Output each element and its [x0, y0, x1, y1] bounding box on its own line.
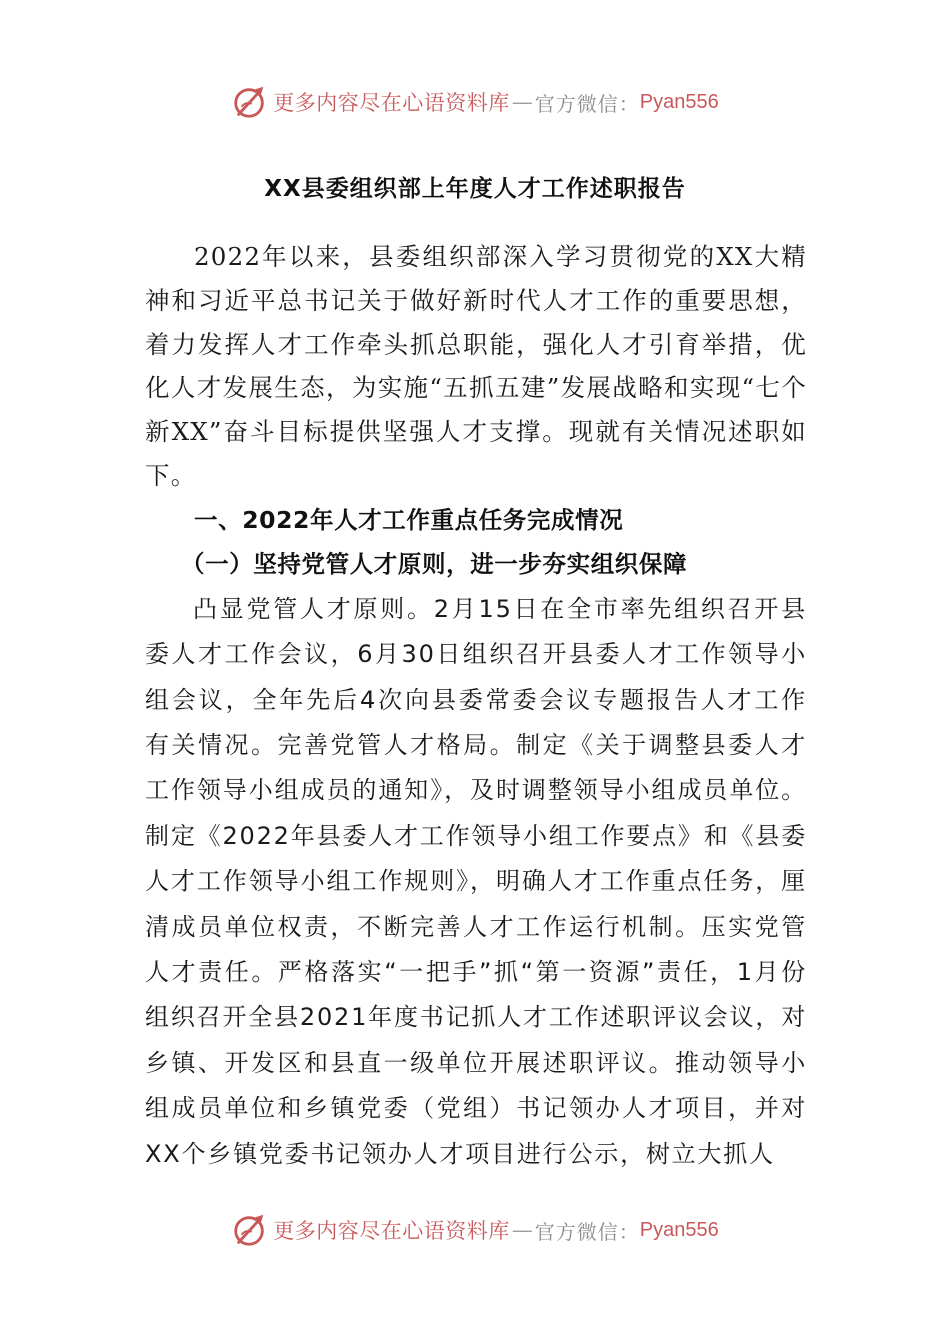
banner-separator: —: [511, 90, 533, 114]
pen-logo-icon: [231, 1211, 269, 1249]
banner-main-text: 更多内容尽在心语资料库: [273, 91, 510, 115]
header-watermark-banner: [0, 80, 950, 124]
banner-wechat-label: 官方微信：: [534, 91, 640, 116]
banner-main-text: 更多内容尽在心语资料库: [273, 1219, 510, 1243]
intro-paragraph: 2022年以来，县委组织部深入学习贯彻党的XX大精神和习近平总书记关于做好新时代人才工作的重要思想，着力发挥人才工作牵头抓总职能，强化人才引育举措，优化人才发展生态，为实施“五抓五建”发展战略和实现“七个新XX”奋斗目标提供坚强人才支撑。现就有关情况述职如下。: [145, 242, 807, 490]
banner-wechat-id: Pyan556: [639, 90, 719, 113]
pen-logo-icon: [231, 83, 269, 121]
section-heading: 一、2022年人才工作重点任务完成情况: [194, 505, 624, 534]
banner-separator: —: [511, 1218, 533, 1242]
subsection-heading: （一）坚持党管人才原则，进一步夯实组织保障: [181, 549, 688, 578]
document-title: XX县委组织部上年度人才工作述职报告: [264, 176, 686, 202]
banner-wechat-id: Pyan556: [639, 1218, 719, 1241]
footer-watermark-banner: [0, 1208, 950, 1252]
banner-wechat-label: 官方微信：: [534, 1219, 640, 1244]
body-paragraph: 凸显党管人才原则。2月15日在全市率先组织召开县委人才工作会议，6月30日组织召开县委人才工作领导小组会议，全年先后4次向县委常委会议专题报告人才工作有关情况。完善党管人才格局。制定《关于调整县委人才工作领导小组成员的通知》，及时调整领导小组成员单位。制定《2022年县委人才工作领导小组工作要点》和《县委人才工作领导小组工作规则》，明确人才工作重点任务，厘清成员单位权责，不断完善人才工作运行机制。压实党管人才责任。严格落实“一把手”抓“第一资源”责任，1月份组织召开全县2021年度书记抓人才工作述职评议会议，对乡镇、开发区和县直一级单位开展述职评议。推动领导小组成员单位和乡镇党委（党组）书记领办人才项目，并对XX个乡镇党委书记领办人才项目进行公示，树立大抓人: [145, 594, 807, 1168]
document-body: [145, 235, 807, 1177]
